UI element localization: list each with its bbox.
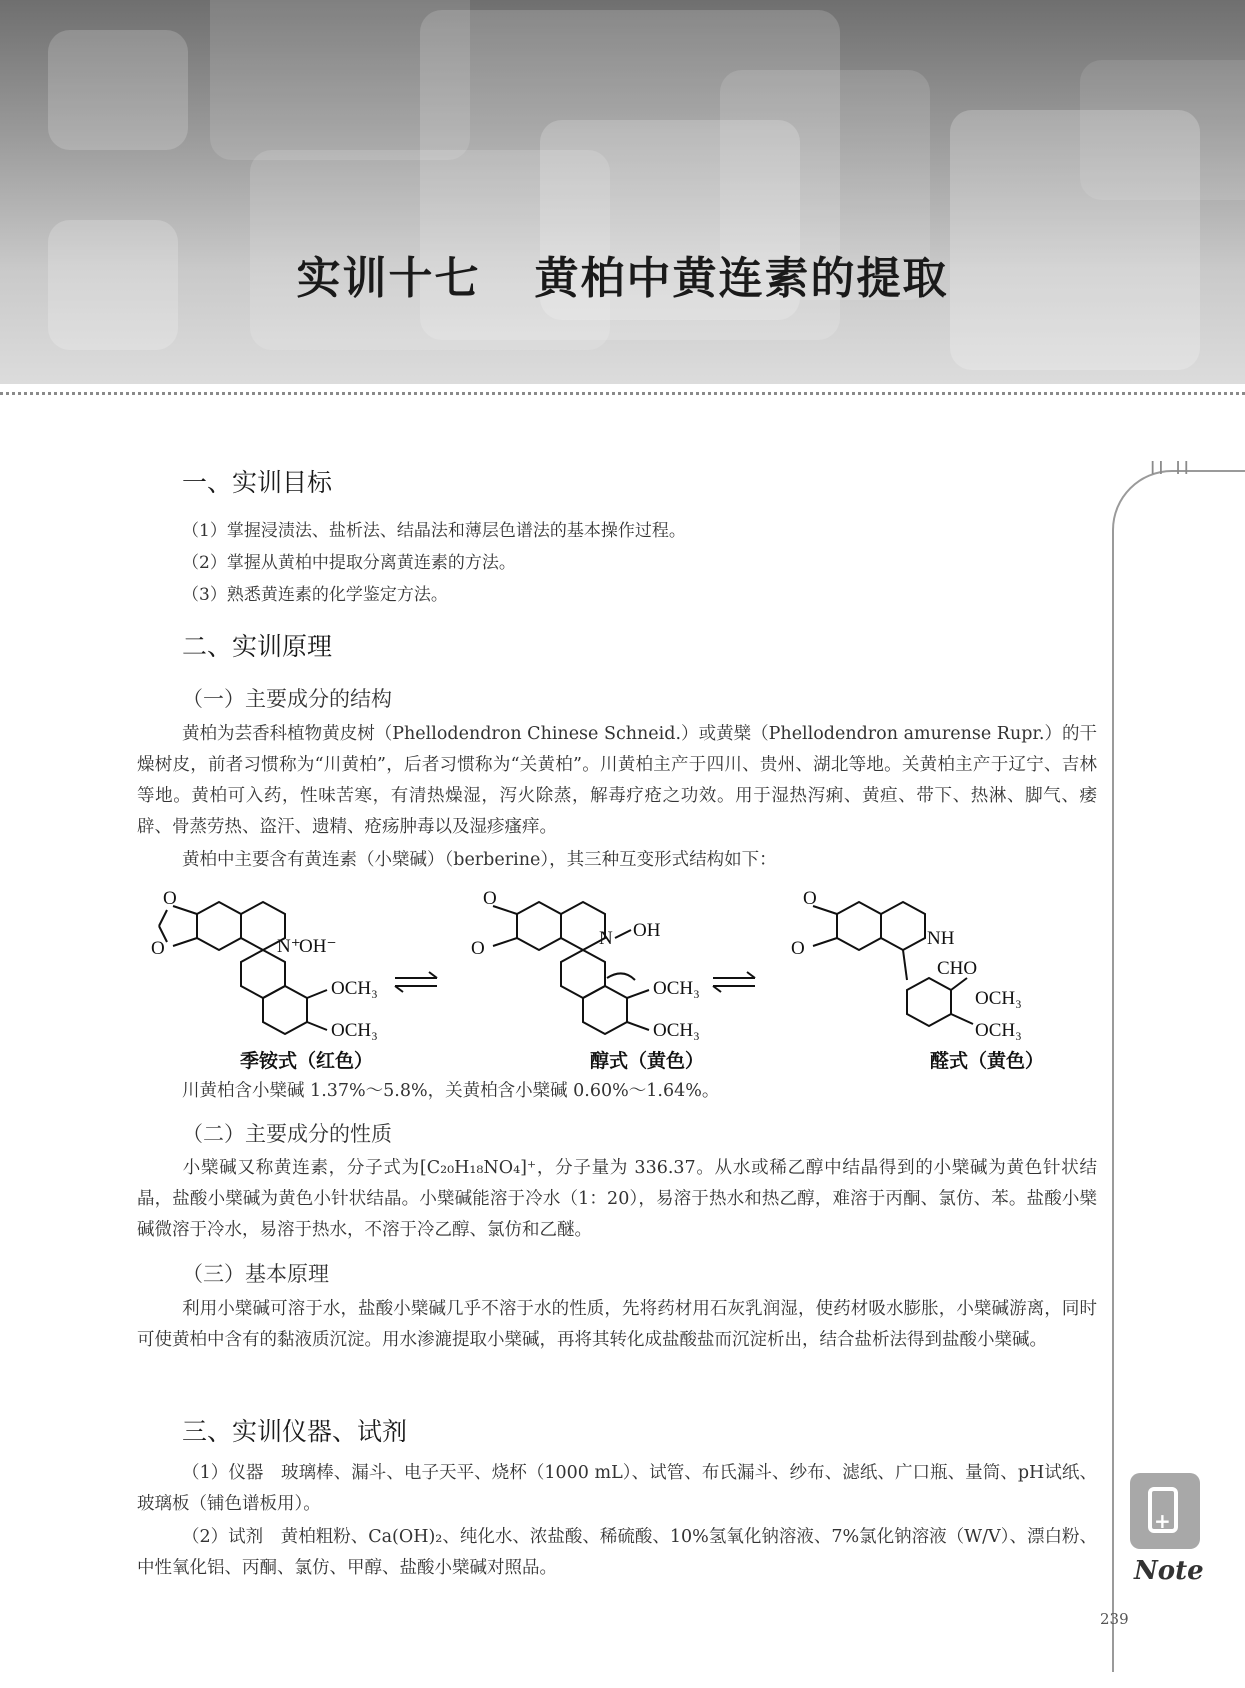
svg-text:OCH₃: OCH₃ <box>331 1020 378 1040</box>
caption-alcohol: 醇式（黄色） <box>590 1050 705 1072</box>
svg-text:O: O <box>791 938 805 959</box>
section-heading-principle: 二、实训原理 <box>182 632 333 661</box>
list-item: （3）熟悉黄连素的化学鉴定方法。 <box>182 585 448 605</box>
svg-text:N: N <box>599 928 613 949</box>
paragraph: （1）仪器 玻璃棒、漏斗、电子天平、烧杯（1000 mL）、试管、布氏漏斗、纱布、滤纸、广口瓶、量筒、pH试纸、玻璃板（铺色谱板用）。 <box>137 1463 1097 1514</box>
subsection-heading: （一）主要成分的结构 <box>182 687 392 711</box>
paragraph: 黄柏为芸香科植物黄皮树（Phellodendron Chinese Schneid.）或黄檗（Phellodendron amurense Rupr.）的干燥树皮，前者习惯称为“川黄柏”，后者习惯称为“关黄柏”。川黄柏主产于四川、贵州、湖北等地。关黄柏主产于辽宁、吉林等地。黄柏可入药，性味苦寒，有清热燥湿，泻火除蒸，解毒疗疮之功效。用于湿热泻痢、黄疸、带下、热淋、脚气、痿辟、骨蒸劳热、盗汗、遗精、疮疡肿毒以及湿疹瘙痒。 <box>137 724 1097 837</box>
svg-text:OCH₃: OCH₃ <box>975 988 1022 1009</box>
structure-aldehyde <box>791 888 1022 1040</box>
svg-text:O: O <box>803 888 817 909</box>
caption-aldehyde: 醛式（黄色） <box>930 1050 1045 1072</box>
svg-text:O: O <box>471 938 485 959</box>
svg-text:O: O <box>163 888 177 909</box>
paragraph: 小檗碱又称黄连素，分子式为[C₂₀H₁₈NO₄]⁺，分子量为 336.37。从水或稀乙醇中结晶得到的小檗碱为黄色针状结晶，盐酸小檗碱为黄色小针状结晶。小檗碱能溶于冷水（1：20），易溶于热水和热乙醇，难溶于丙酮、氯仿、苯。盐酸小檗碱微溶于冷水，易溶于热水，不溶于冷乙醇、氯仿和乙醚。 <box>137 1158 1097 1240</box>
subsection-heading: （三）基本原理 <box>182 1262 329 1286</box>
structure-quaternary <box>151 888 378 1040</box>
page-number: 239 <box>1100 1610 1129 1628</box>
paragraph: 川黄柏含小檗碱 1.37%～5.8%，关黄柏含小檗碱 0.60%～1.64%。 <box>182 1081 720 1101</box>
header-divider <box>0 392 1245 395</box>
svg-text:OCH₃: OCH₃ <box>975 1020 1022 1040</box>
svg-text:OCH₃: OCH₃ <box>653 978 700 999</box>
caption-quaternary: 季铵式（红色） <box>240 1050 374 1072</box>
svg-text:N⁺: N⁺ <box>277 936 301 957</box>
list-item: （1）掌握浸渍法、盐析法、结晶法和薄层色谱法的基本操作过程。 <box>182 521 686 541</box>
paragraph: 黄柏中主要含有黄连素（小檗碱）（berberine），其三种互变形式结构如下： <box>182 850 777 870</box>
paragraph: 利用小檗碱可溶于水，盐酸小檗碱几乎不溶于水的性质，先将药材用石灰乳润湿，使药材吸水膨胀，小檗碱游离，同时可使黄柏中含有的黏液质沉淀。用水渗漉提取小檗碱，再将其转化成盐酸盐而沉淀析出，结合盐析法得到盐酸小檗碱。 <box>137 1299 1097 1350</box>
berberine-structures <box>137 880 1097 1040</box>
svg-text:O: O <box>483 888 497 909</box>
svg-text:OCH₃: OCH₃ <box>331 978 378 999</box>
list-item: （2）掌握从黄柏中提取分离黄连素的方法。 <box>182 553 516 573</box>
section-heading-equipment: 三、实训仪器、试剂 <box>182 1417 408 1446</box>
note-icon: + <box>1130 1473 1200 1549</box>
header-banner <box>0 0 1245 384</box>
page-title: 实训十七 黄柏中黄连素的提取 <box>296 253 949 304</box>
svg-text:O: O <box>151 938 165 959</box>
subsection-heading: （二）主要成分的性质 <box>182 1122 392 1146</box>
side-mark: II II <box>1150 458 1192 479</box>
svg-text:OH⁻: OH⁻ <box>299 936 337 957</box>
svg-text:OH: OH <box>633 920 661 941</box>
svg-text:CHO: CHO <box>937 958 978 979</box>
note-label: Note <box>1134 1556 1204 1586</box>
section-heading-goals: 一、实训目标 <box>182 468 333 497</box>
structure-alcohol <box>471 888 700 1040</box>
svg-text:NH: NH <box>927 928 955 949</box>
paragraph: （2）试剂 黄柏粗粉、Ca(OH)₂、纯化水、浓盐酸、稀硫酸、10%氢氧化钠溶液、7%氯化钠溶液（W/V）、漂白粉、中性氧化铝、丙酮、氯仿、甲醇、盐酸小檗碱对照品。 <box>137 1527 1097 1578</box>
svg-text:OCH₃: OCH₃ <box>653 1020 700 1040</box>
